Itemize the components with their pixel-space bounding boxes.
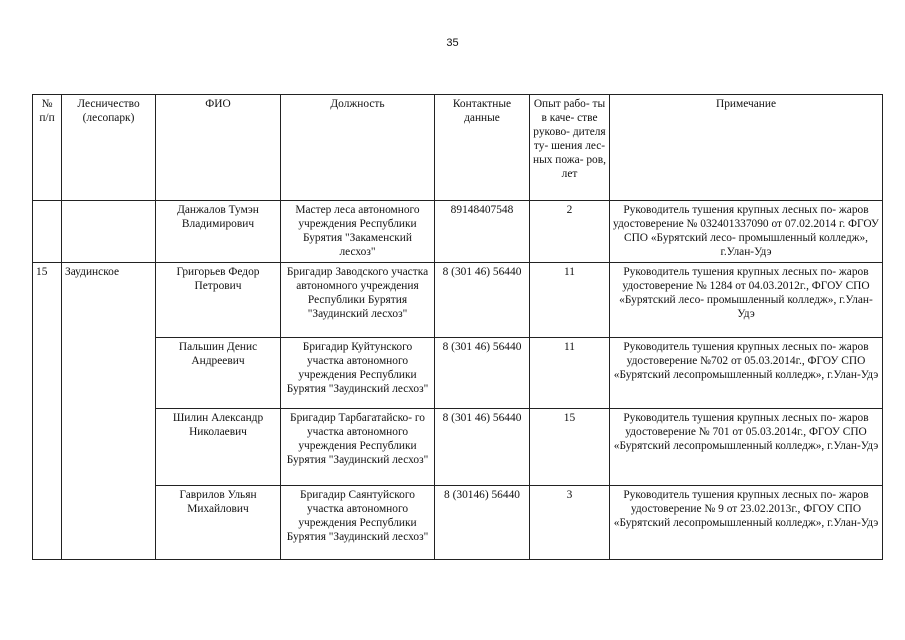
cell-contacts: 89148407548 [435,201,530,263]
cell-note: Руководитель тушения крупных лесных по- жаров удостоверение № 1284 от 04.03.2012г., ФГОУ СПО «Бурятский лесо- промышленный колледж», г.Улан-Удэ [610,263,883,338]
cell-experience: 11 [530,263,610,338]
cell-num [33,201,62,263]
header-fio: ФИО [156,95,281,201]
header-contacts: Контактные данные [435,95,530,201]
header-position: Должность [281,95,435,201]
cell-note: Руководитель тушения крупных лесных по- жаров удостоверение № 9 от 23.02.2013г., ФГОУ СПО «Бурятский лесопромышленный колледж», г.Улан-Удэ [610,486,883,560]
table-row [33,486,883,560]
cell-note: Руководитель тушения крупных лесных по- жаров удостоверение № 032401337090 от 07.02.2014 г. ФГОУ СПО «Бурятский лесо- промышленный колледж», г.Улан-Удэ [610,201,883,263]
staff-table [32,94,883,560]
header-num: № п/п [33,95,62,201]
table-row [33,201,883,263]
cell-contacts: 8 (301 46) 56440 [435,338,530,409]
cell-contacts: 8 (30146) 56440 [435,486,530,560]
cell-fio: Гаврилов Ульян Михайлович [156,486,281,560]
cell-position: Бригадир Заводского участка автономного учреждения Республики Бурятия "Заудинский лесхоз" [281,263,435,338]
cell-forestry: Заудинское [62,263,156,560]
cell-fio: Шилин Александр Николаевич [156,409,281,486]
cell-num: 15 [33,263,62,560]
cell-experience: 2 [530,201,610,263]
cell-forestry [62,201,156,263]
header-note: Примечание [610,95,883,201]
table-header-row [33,95,883,201]
cell-experience: 15 [530,409,610,486]
cell-contacts: 8 (301 46) 56440 [435,409,530,486]
cell-experience: 11 [530,338,610,409]
cell-position: Бригадир Тарбагатайско- го участка автономного учреждения Республики Бурятия "Заудинский лесхоз" [281,409,435,486]
cell-fio: Данжалов Тумэн Владимирович [156,201,281,263]
header-forestry: Лесничество (лесопарк) [62,95,156,201]
cell-contacts: 8 (301 46) 56440 [435,263,530,338]
table-row [33,409,883,486]
cell-position: Бригадир Куйтунского участка автономного учреждения Республики Бурятия "Заудинский лесхоз" [281,338,435,409]
cell-experience: 3 [530,486,610,560]
cell-fio: Пальшин Денис Андреевич [156,338,281,409]
cell-position: Бригадир Саянтуйского участка автономного учреждения Республики Бурятия "Заудинский лесхоз" [281,486,435,560]
table-row [33,338,883,409]
header-experience: Опыт рабо- ты в каче- стве руково- дителя ту- шения лес- ных пожа- ров, лет [530,95,610,201]
table-row [33,263,883,338]
cell-fio: Григорьев Федор Петрович [156,263,281,338]
cell-position: Мастер леса автономного учреждения Республики Бурятия "Закаменский лесхоз" [281,201,435,263]
cell-note: Руководитель тушения крупных лесных по- жаров удостоверение № 701 от 05.03.2014г., ФГОУ СПО «Бурятский лесопромышленный колледж», г.Улан-Удэ [610,409,883,486]
cell-note: Руководитель тушения крупных лесных по- жаров удостоверение №702 от 05.03.2014г., ФГОУ СПО «Бурятский лесопромышленный колледж», г.Улан-Удэ [610,338,883,409]
page-number: 35 [446,37,459,49]
